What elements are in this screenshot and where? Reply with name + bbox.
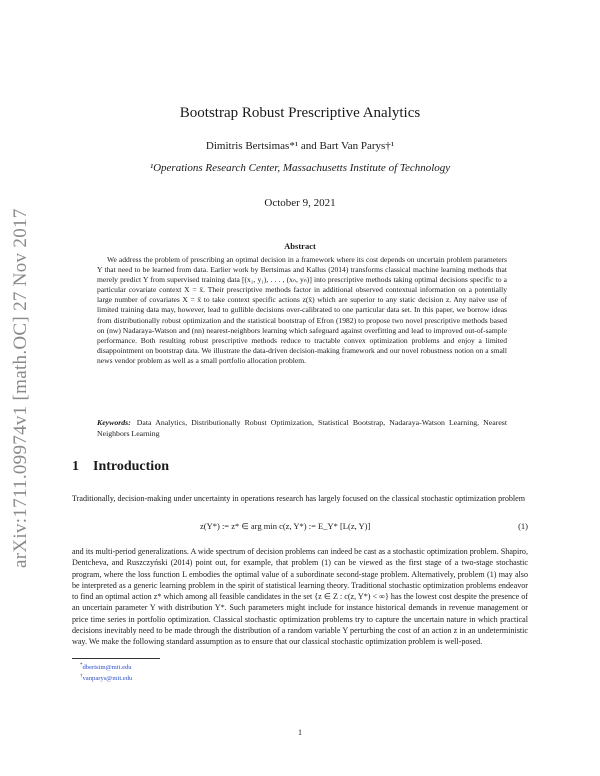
email-link-2[interactable]: vanparys@mit.edu xyxy=(82,675,133,683)
footnote-1-mark: * xyxy=(80,663,83,668)
footnote-2 xyxy=(80,672,132,683)
section-title: Introduction xyxy=(93,459,169,474)
equation-body: z(Y*) := z* ∈ arg min c(z, Y*) := E_Y* [L(z, Y)] xyxy=(200,521,371,531)
arxiv-identifier: arXiv:1711.09974v1 [math.OC] 27 Nov 2017 xyxy=(10,208,31,568)
author-line: Dimitris Bertsimas*¹ and Bart Van Parys†¹ xyxy=(205,140,395,152)
equation-number: (1) xyxy=(518,521,528,531)
affiliation: ¹Operations Research Center, Massachusetts Institute of Technology xyxy=(149,162,451,174)
footnote-rule xyxy=(72,658,160,659)
page-number: 1 xyxy=(298,728,302,737)
footnote-1 xyxy=(80,661,132,672)
paragraph-2: and its multi-period generalizations. A wide spectrum of decision problems can indeed be cast as a stochastic optimization problem. Shapiro, Dentcheva, and Ruszczyński (2014) point out, for example, that problem (1) can be viewed as the first stage of a two-stage stochastic program, where the loss function L embodies the optimal value of a subordinate second-stage problem. Alternatively, problem (1) may also be interpreted as a generic learning problem in the spirit of statistical learning theory. Traditional stochastic optimization problems endeavor to find an optimal action z* which among all feasible candidates in the set {z ∈ Z : c(z, Y*) < ∞} has the lowest cost despite the presence of an uncertain parameter Y with distribution Y*. Such parameters might include for instance historical demands in revenue management or price time series in portfolio optimization. Classical stochastic optimization problems try to capture the uncertain nature in which practical decisions inevitably need to be made through the distribution of a random variable Y perturbing the cost of an action z in an undeterministic way. We make the following standard assumption as to ensure that our classical stochastic optimization problem is well-posed. xyxy=(72,547,528,647)
paper-title: Bootstrap Robust Prescriptive Analytics xyxy=(179,105,421,121)
paper-date: October 9, 2021 xyxy=(264,197,336,209)
keywords-label: Keywords: xyxy=(97,418,131,427)
section-number: 1 xyxy=(72,459,79,474)
keywords-text: Data Analytics, Distributionally Robust Optimization, Statistical Bootstrap, Nadaraya-Watson Learning, Nearest Neighbors Learning xyxy=(97,418,507,438)
email-link-1[interactable]: dbertsim@mit.edu xyxy=(82,664,132,672)
section-heading xyxy=(72,459,169,475)
footnotes xyxy=(80,661,132,683)
keywords xyxy=(97,418,507,439)
abstract-heading: Abstract xyxy=(284,241,316,251)
abstract-text: We address the problem of prescribing an optimal decision in a framework where its cost depends on uncertain problem parameters Y that need to be learned from data. Earlier work by Bertsimas and Kallus (2014) transforms classical machine learning methods that merely predict Y from supervised training data [(x₁, y₁), . . . , (xₙ, yₙ)] into prescriptive methods taking optimal decisions specific to a particular covariate context X = x̄. Their prescriptive methods factor in additional observed contextual information on a potentially large number of covariates X = x̄ to take context specific actions z(x̄) which are superior to any static decision z. Any naive use of limited training data may, however, lead to gullible decisions over-calibrated to one particular data set. In this paper, we borrow ideas from distributionally robust optimization and the statistical bootstrap of Efron (1982) to propose two novel prescriptive methods based on (nw) Nadaraya-Watson and (nn) nearest-neighbors learning which safeguard against overfitting and lead to improved out-of-sample performance. Both resulting robust prescriptive methods reduce to tractable convex optimization problems and enjoy a limited disappointment on bootstrap data. We illustrate the data-driven decision-making framework and our novel robustness notion on a small news vendor problem as well as a small portfolio allocation problem. xyxy=(97,255,507,365)
footnote-2-mark: † xyxy=(80,674,83,680)
paragraph-1: Traditionally, decision-making under uncertainty in operations research has largely focused on the classical stochastic optimization problem xyxy=(72,494,526,503)
